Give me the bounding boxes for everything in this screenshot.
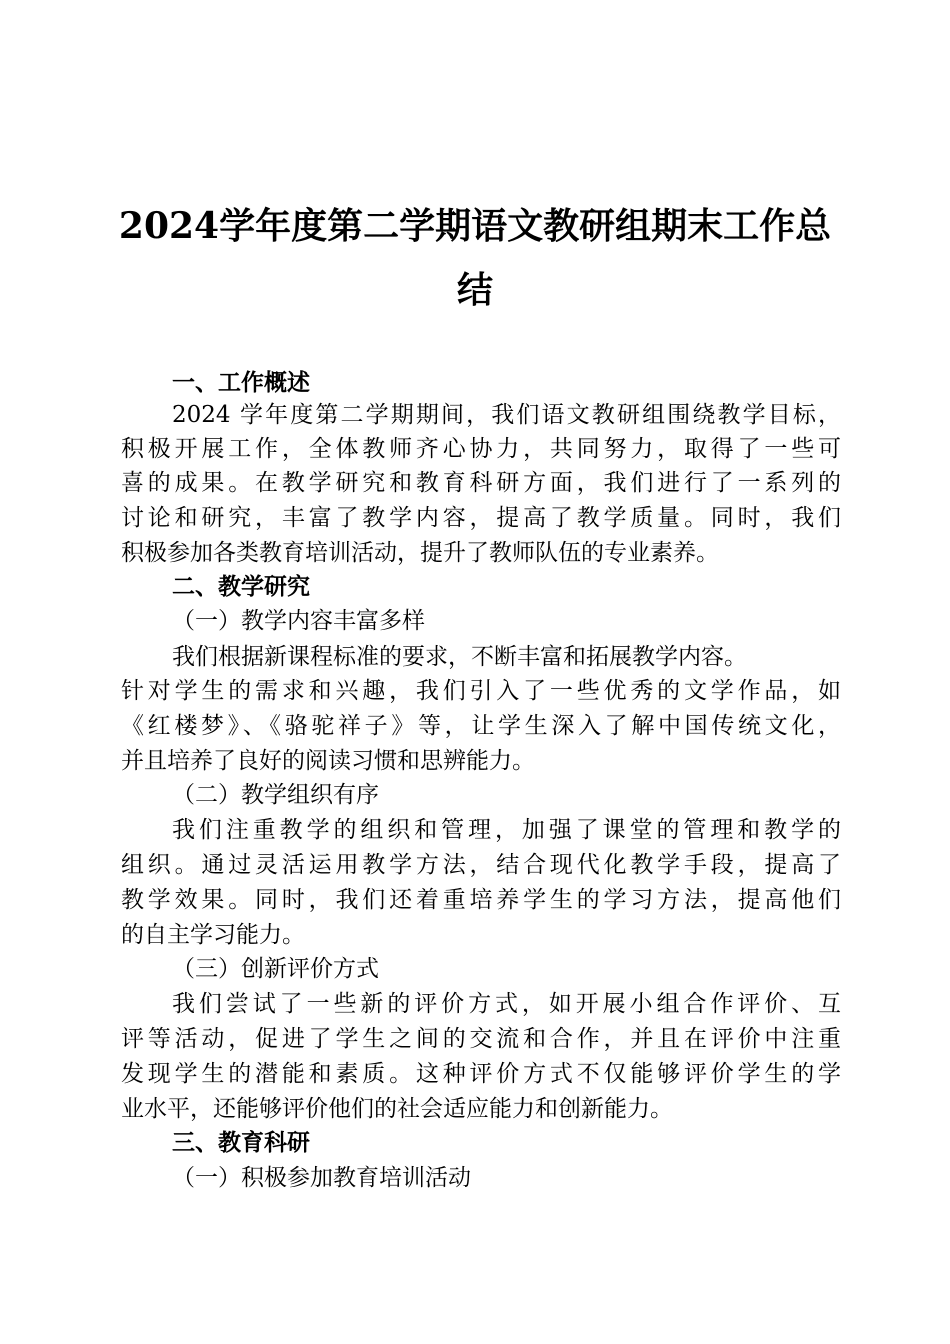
paragraph-line: 我们根据新课程标准的要求，不断丰富和拓展教学内容。 <box>172 644 747 670</box>
paragraph-line: 我们尝试了一些新的评价方式，如开展小组合作评价、互 <box>172 991 841 1017</box>
paragraph-line: 喜的成果。在教学研究和教育科研方面，我们进行了一系列的 <box>121 470 841 496</box>
section-heading-overview: 一、工作概述 <box>172 369 310 396</box>
paragraph-line: 2024 学年度第二学期期间，我们语文教研组围绕教学目标， <box>172 402 841 428</box>
paragraph-line: 讨论和研究，丰富了教学内容，提高了教学质量。同时，我们 <box>121 505 841 531</box>
paragraph-line: 积极开展工作，全体教师齐心协力，共同努力，取得了一些可 <box>121 436 841 462</box>
paragraph-line: 并且培养了良好的阅读习惯和思辨能力。 <box>121 748 535 774</box>
section-heading-research: 三、教育科研 <box>172 1129 310 1156</box>
subheading-organization: （二）教学组织有序 <box>172 782 379 808</box>
section-heading-teaching-research: 二、教学研究 <box>172 573 310 600</box>
document-title-line-1: 2024学年度第二学期语文教研组期末工作总 <box>118 205 832 247</box>
paragraph-line: 发现学生的潜能和素质。这种评价方式不仅能够评价学生的学 <box>121 1061 841 1087</box>
paragraph-line: 组织。通过灵活运用教学方法，结合现代化教学手段，提高了 <box>121 852 841 878</box>
paragraph-line: 我们注重教学的组织和管理，加强了课堂的管理和教学的 <box>172 817 841 843</box>
subheading-evaluation: （三）创新评价方式 <box>172 956 379 982</box>
paragraph-line: 评等活动，促进了学生之间的交流和合作，并且在评价中注重 <box>121 1026 841 1052</box>
document-title-line-2: 结 <box>456 269 493 311</box>
subheading-training: （一）积极参加教育培训活动 <box>172 1165 471 1191</box>
paragraph-line: 的自主学习能力。 <box>121 922 305 948</box>
paragraph-line: 《红楼梦》、《骆驼祥子》等，让学生深入了解中国传统文化， <box>121 713 841 739</box>
paragraph-line: 积极参加各类教育培训活动，提升了教师队伍的专业素养。 <box>121 540 719 566</box>
paragraph-line: 业水平，还能够评价他们的社会适应能力和创新能力。 <box>121 1096 673 1122</box>
paragraph-line: 针对学生的需求和兴趣，我们引入了一些优秀的文学作品，如 <box>121 678 841 704</box>
paragraph-line: 教学效果。同时，我们还着重培养学生的学习方法，提高他们 <box>121 887 841 913</box>
subheading-content: （一）教学内容丰富多样 <box>172 608 425 634</box>
